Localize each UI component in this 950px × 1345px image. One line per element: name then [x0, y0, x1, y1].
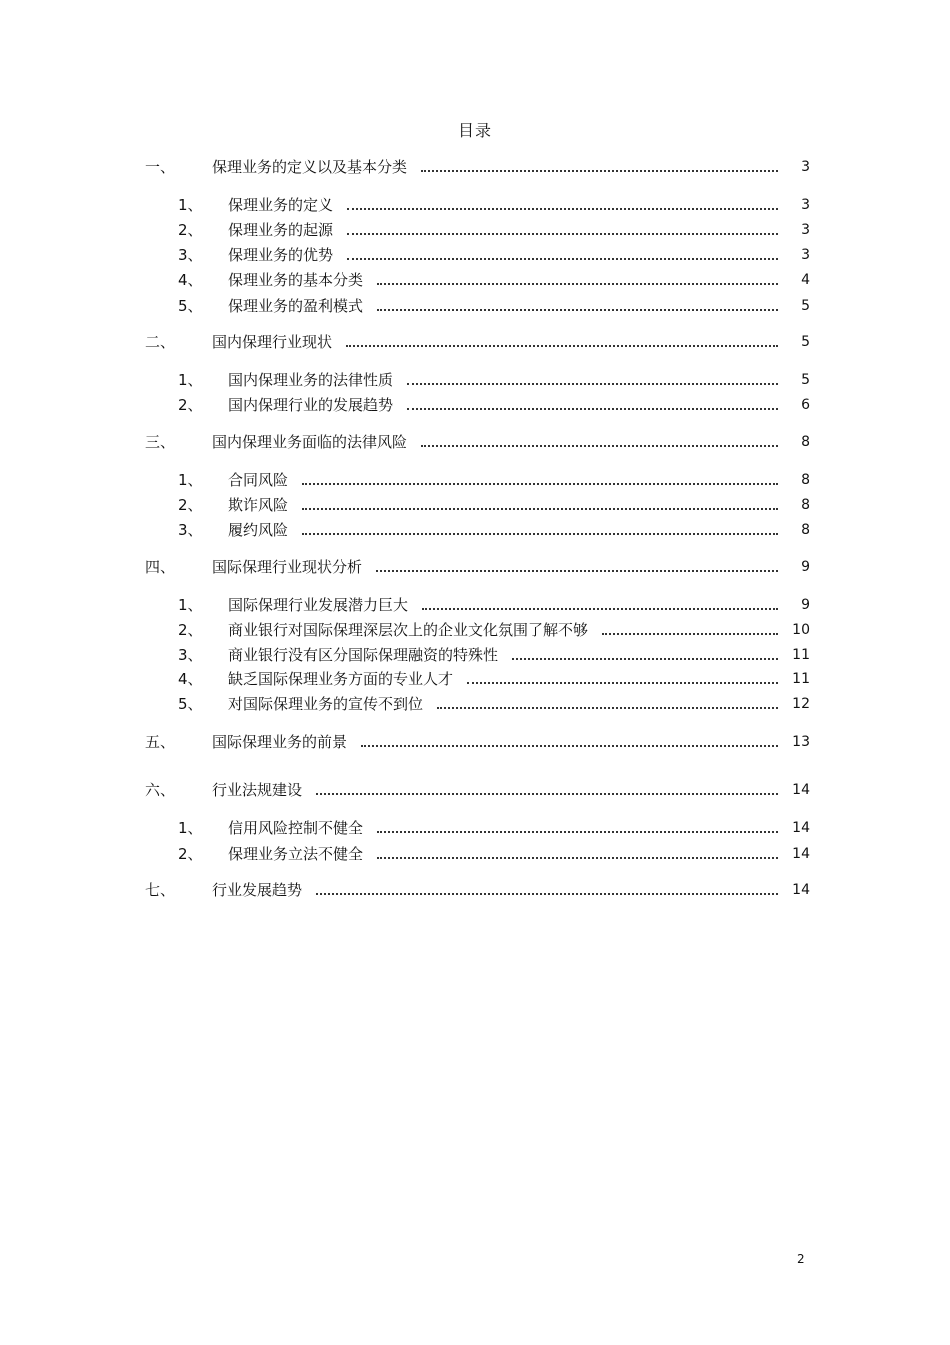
toc-entry-page: 9: [801, 559, 810, 575]
toc-entry-number: 2、: [178, 496, 203, 514]
toc-entry-leader: [302, 533, 778, 535]
toc-entry-number: 六、: [145, 781, 176, 799]
toc-entry-number: 1、: [178, 371, 203, 389]
toc-entry-leader: [316, 893, 778, 895]
toc-entry-number: 七、: [145, 881, 176, 899]
toc-subsection-entry[interactable]: [178, 219, 810, 241]
toc-entry-title: 国内保理业务面临的法律风险: [212, 433, 408, 451]
toc-entry-number: 5、: [178, 695, 203, 713]
toc-entry-number: 4、: [178, 670, 203, 688]
toc-entry-number: 四、: [145, 558, 176, 576]
toc-subsection-entry[interactable]: [178, 369, 810, 391]
toc-entry-leader: [347, 258, 778, 260]
toc-section-entry[interactable]: [145, 431, 810, 453]
toc-entry-leader: [467, 682, 778, 684]
toc-subsection-entry[interactable]: [178, 619, 810, 641]
toc-entry-title: 商业银行没有区分国际保理融资的特殊性: [228, 646, 499, 664]
toc-entry-page: 14: [792, 782, 810, 798]
toc-entry-leader: [346, 345, 778, 347]
toc-entry-page: 4: [801, 272, 810, 288]
toc-entry-number: 4、: [178, 271, 203, 289]
toc-entry-page: 3: [801, 197, 810, 213]
page-number: 2: [797, 1252, 805, 1266]
toc-entry-title: 缺乏国际保理业务方面的专业人才: [228, 670, 454, 688]
toc-subsection-entry[interactable]: [178, 817, 810, 839]
toc-entry-leader: [316, 793, 778, 795]
toc-entry-title: 商业银行对国际保理深层次上的企业文化氛围了解不够: [228, 621, 589, 639]
toc-subsection-entry[interactable]: [178, 494, 810, 516]
toc-entry-page: 13: [792, 734, 810, 750]
toc-entry-number: 2、: [178, 396, 203, 414]
toc-entry-page: 8: [801, 472, 810, 488]
toc-entry-title: 履约风险: [228, 521, 289, 539]
toc-entry-page: 8: [801, 522, 810, 538]
toc-entry-number: 一、: [145, 158, 176, 176]
toc-entry-page: 3: [801, 159, 810, 175]
toc-subsection-entry[interactable]: [178, 269, 810, 291]
toc-entry-leader: [302, 508, 778, 510]
toc-subsection-entry[interactable]: [178, 295, 810, 317]
toc-entry-title: 保理业务的优势: [228, 246, 334, 264]
toc-entry-title: 对国际保理业务的宣传不到位: [228, 695, 424, 713]
toc-entry-leader: [302, 483, 778, 485]
toc-entry-page: 11: [792, 647, 810, 663]
toc-entry-leader: [347, 233, 778, 235]
toc-entry-page: 9: [801, 597, 810, 613]
toc-entry-page: 3: [801, 247, 810, 263]
toc-entry-number: 1、: [178, 196, 203, 214]
toc-entry-title: 保理业务的基本分类: [228, 271, 364, 289]
toc-entry-title: 国内保理业务的法律性质: [228, 371, 394, 389]
toc-entry-page: 3: [801, 222, 810, 238]
toc-entry-leader: [377, 831, 778, 833]
toc-entry-title: 行业法规建设: [212, 781, 303, 799]
toc-entry-leader: [407, 383, 778, 385]
toc-subsection-entry[interactable]: [178, 668, 810, 690]
toc-entry-title: 保理业务立法不健全: [228, 845, 364, 863]
toc-entry-number: 二、: [145, 333, 176, 351]
toc-entry-number: 2、: [178, 845, 203, 863]
toc-entry-number: 2、: [178, 621, 203, 639]
toc-entry-title: 行业发展趋势: [212, 881, 303, 899]
toc-subsection-entry[interactable]: [178, 693, 810, 715]
toc-entry-title: 保理业务的起源: [228, 221, 334, 239]
toc-entry-title: 国际保理业务的前景: [212, 733, 348, 751]
toc-entry-number: 1、: [178, 471, 203, 489]
toc-title: 目录: [457, 121, 492, 140]
toc-subsection-entry[interactable]: [178, 394, 810, 416]
toc-entry-number: 三、: [145, 433, 176, 451]
toc-subsection-entry[interactable]: [178, 519, 810, 541]
toc-section-entry[interactable]: [145, 556, 810, 578]
toc-entry-page: 8: [801, 497, 810, 513]
toc-entry-title: 信用风险控制不健全: [228, 819, 364, 837]
toc-entry-number: 5、: [178, 297, 203, 315]
toc-section-entry[interactable]: [145, 731, 810, 753]
toc-entry-title: 国内保理行业现状: [212, 333, 333, 351]
toc-entry-number: 3、: [178, 246, 203, 264]
toc-entry-title: 国内保理行业的发展趋势: [228, 396, 394, 414]
toc-entry-number: 3、: [178, 646, 203, 664]
toc-subsection-entry[interactable]: [178, 594, 810, 616]
toc-entry-title: 欺诈风险: [228, 496, 289, 514]
toc-entry-page: 11: [792, 671, 810, 687]
toc-entry-number: 1、: [178, 819, 203, 837]
toc-entry-number: 2、: [178, 221, 203, 239]
toc-entry-leader: [376, 570, 778, 572]
toc-entry-title: 保理业务的定义以及基本分类: [212, 158, 408, 176]
toc-entry-leader: [377, 857, 778, 859]
toc-entry-leader: [512, 658, 778, 660]
toc-entry-leader: [421, 170, 778, 172]
toc-subsection-entry[interactable]: [178, 644, 810, 666]
toc-entry-leader: [437, 707, 778, 709]
toc-entry-title: 保理业务的盈利模式: [228, 297, 364, 315]
toc-entry-leader: [377, 309, 778, 311]
toc-entry-page: 5: [801, 372, 810, 388]
toc-entry-leader: [421, 445, 778, 447]
toc-entry-page: 14: [792, 846, 810, 862]
toc-section-entry[interactable]: [145, 331, 810, 353]
toc-section-entry[interactable]: [145, 879, 810, 901]
toc-entry-title: 保理业务的定义: [228, 196, 334, 214]
toc-subsection-entry[interactable]: [178, 843, 810, 865]
toc-entry-leader: [602, 633, 778, 635]
toc-section-entry[interactable]: [145, 156, 810, 178]
toc-entry-title: 国际保理行业发展潜力巨大: [228, 596, 409, 614]
toc-entry-leader: [377, 283, 778, 285]
toc-entry-page: 14: [792, 882, 810, 898]
toc-entry-number: 1、: [178, 596, 203, 614]
toc-entry-page: 14: [792, 820, 810, 836]
toc-entry-leader: [422, 608, 778, 610]
toc-entry-page: 12: [792, 696, 810, 712]
toc-entry-page: 5: [801, 334, 810, 350]
toc-entry-page: 6: [801, 397, 810, 413]
toc-entry-number: 五、: [145, 733, 176, 751]
toc-entry-page: 5: [801, 298, 810, 314]
toc-entry-title: 合同风险: [228, 471, 289, 489]
toc-subsection-entry[interactable]: [178, 244, 810, 266]
toc-subsection-entry[interactable]: [178, 194, 810, 216]
toc-section-entry[interactable]: [145, 779, 810, 801]
toc-entry-page: 8: [801, 434, 810, 450]
toc-subsection-entry[interactable]: [178, 469, 810, 491]
toc-entry-leader: [347, 208, 778, 210]
toc-entry-page: 10: [792, 622, 810, 638]
toc-entry-title: 国际保理行业现状分析: [212, 558, 363, 576]
toc-entry-leader: [407, 408, 778, 410]
toc-entry-leader: [361, 745, 778, 747]
toc-entry-number: 3、: [178, 521, 203, 539]
